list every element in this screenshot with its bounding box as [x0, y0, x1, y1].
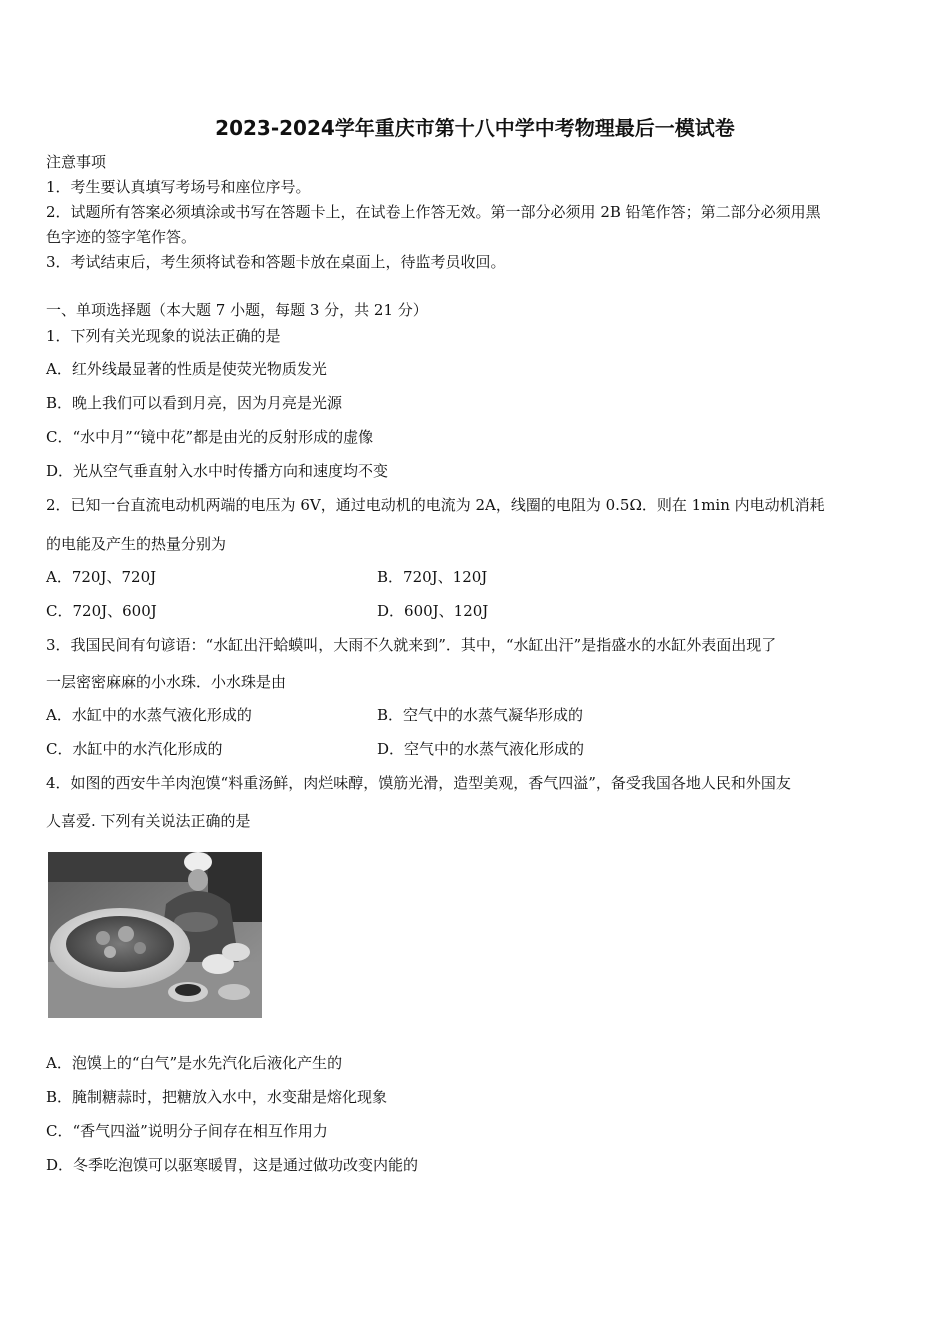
notice-item: 2．试题所有答案必须填涂或书写在答题卡上，在试卷上作答无效。第一部分必须用 2B 铅笔作答；第二部分必须用黑 — [46, 203, 821, 221]
question-stem: 1．下列有关光现象的说法正确的是 — [46, 327, 281, 345]
option-a: A．720J、720J — [46, 568, 157, 586]
option-b: B．空气中的水蒸气凝华形成的 — [377, 706, 584, 724]
notice-heading: 注意事项 — [46, 153, 107, 171]
question-stem: 4．如图的西安牛羊肉泡馍“料重汤鲜，肉烂味醇，馍筋光滑，造型美观，香气四溢”，备受我国各地人民和外国友 — [46, 774, 791, 792]
option-a: A．红外线最显著的性质是使荧光物质发光 — [46, 360, 327, 378]
option-c: C．水缸中的水汽化形成的 — [46, 740, 223, 758]
paomo-photo — [48, 852, 262, 1018]
option-b: B．腌制糖蒜时，把糖放入水中，水变甜是熔化现象 — [46, 1088, 388, 1106]
option-b: B．720J、120J — [377, 568, 488, 586]
page-title: 2023-2024学年重庆市第十八中学中考物理最后一模试卷 — [215, 116, 735, 140]
option-a: A．水缸中的水蒸气液化形成的 — [46, 706, 252, 724]
option-d: D．光从空气垂直射入水中时传播方向和速度均不变 — [46, 462, 389, 480]
option-c: C．“香气四溢”说明分子间存在相互作用力 — [46, 1122, 328, 1140]
section-heading: 一、单项选择题（本大题 7 小题，每题 3 分，共 21 分） — [46, 301, 428, 319]
notice-item: 1．考生要认真填写考场号和座位序号。 — [46, 178, 311, 196]
notice-item: 3．考试结束后，考生须将试卷和答题卡放在桌面上，待监考员收回。 — [46, 253, 506, 271]
option-a: A．泡馍上的“白气”是水先汽化后液化产生的 — [46, 1054, 343, 1072]
option-d: D．600J、120J — [377, 602, 489, 620]
option-d: D．冬季吃泡馍可以驱寒暖胃，这是通过做功改变内能的 — [46, 1156, 419, 1174]
question-stem: 的电能及产生的热量分别为 — [46, 535, 227, 553]
question-stem: 一层密密麻麻的小水珠．小水珠是由 — [46, 673, 287, 691]
question-stem: 3．我国民间有句谚语：“水缸出汗蛤蟆叫，大雨不久就来到”．其中，“水缸出汗”是指盛水的水缸外表面出现了 — [46, 636, 777, 654]
option-c: C．720J、600J — [46, 602, 157, 620]
question-stem: 2．已知一台直流电动机两端的电压为 6V，通过电动机的电流为 2A，线圈的电阻为 0.5Ω．则在 1min 内电动机消耗 — [46, 496, 825, 514]
question-stem: 人喜爱. 下列有关说法正确的是 — [46, 812, 251, 830]
notice-item: 色字迹的签字笔作答。 — [46, 228, 197, 246]
option-b: B．晚上我们可以看到月亮，因为月亮是光源 — [46, 394, 343, 412]
option-c: C．“水中月”“镜中花”都是由光的反射形成的虚像 — [46, 428, 374, 446]
option-d: D．空气中的水蒸气液化形成的 — [377, 740, 585, 758]
